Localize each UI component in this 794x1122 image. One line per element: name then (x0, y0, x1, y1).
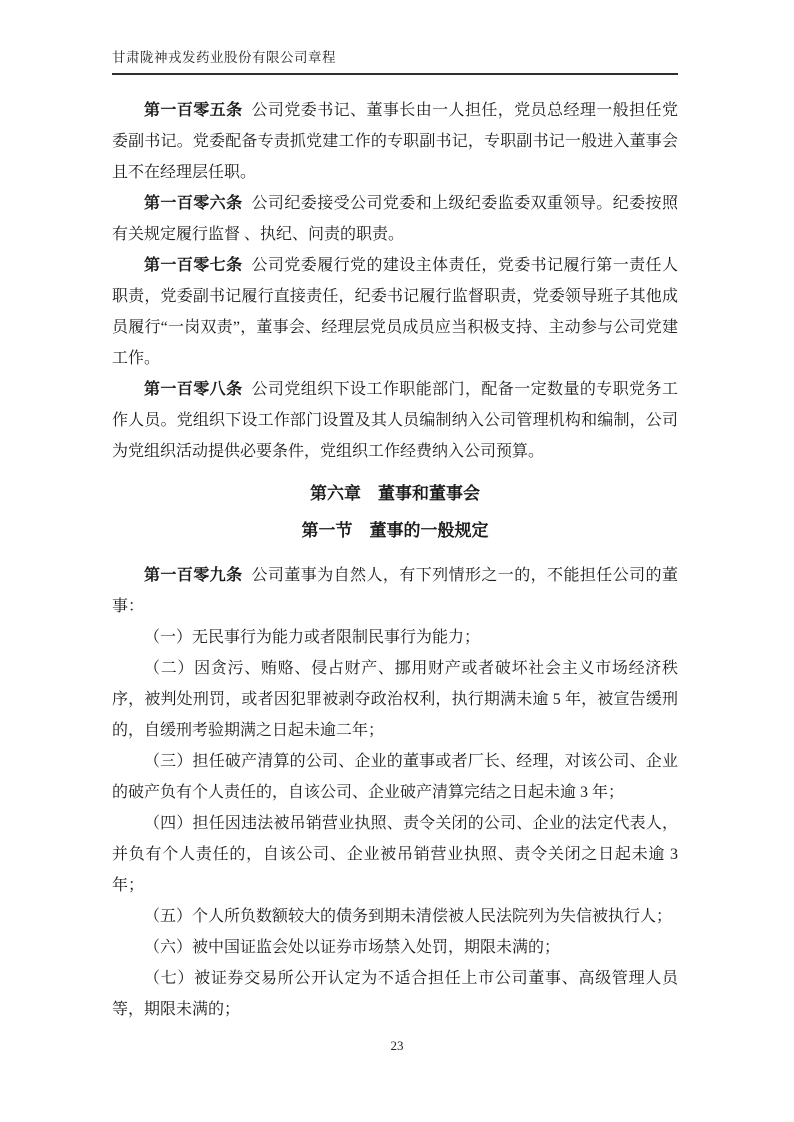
article-paragraph-108 (112, 374, 678, 467)
article-paragraph-107 (112, 250, 678, 374)
list-item-3: （三）担任破产清算的公司、企业的董事或者厂长、经理，对该公司、企业的破产负有个人责任的，自该公司、企业破产清算完结之日起未逾 3 年； (112, 753, 678, 801)
article-number: 第一百零七条 (144, 257, 243, 274)
list-item-7: （七）被证券交易所公开认定为不适合担任上市公司董事、高级管理人员等，期限未满的； (112, 970, 678, 1018)
article-number: 第一百零六条 (144, 195, 243, 212)
page-footer (0, 1038, 794, 1054)
chapter-heading: 第六章 董事和董事会 (310, 484, 480, 503)
page-header (112, 46, 678, 75)
article-number: 第一百零五条 (144, 102, 243, 119)
article-text: 公司党委履行党的建设主体责任，党委书记履行第一责任人职责，党委副书记履行直接责任，纪委书记履行监督职责，党委领导班子其他成员履行“一岗双责”，董事会、经理层党员成员应当积极支持、主动参与公司党建工作。 (112, 257, 678, 367)
article-paragraph-106 (112, 188, 678, 250)
article-number: 第一百零八条 (144, 381, 243, 398)
list-item-4: （四）担任因违法被吊销营业执照、责令关闭的公司、企业的法定代表人，并负有个人责任的，自该公司、企业被吊销营业执照、责令关闭之日起未逾 3 年； (112, 815, 678, 894)
list-item-5: （五）个人所负数额较大的债务到期未清偿被人民法院列为失信被执行人； (144, 908, 673, 925)
document-body (112, 95, 678, 1025)
header-title: 甘肃陇神戎发药业股份有限公司章程 (112, 50, 336, 65)
article-text: 公司党组织下设工作职能部门，配备一定数量的专职党务工作人员。党组织下设工作部门设置及其人员编制纳入公司管理机构和编制，公司为党组织活动提供必要条件，党组织工作经费纳入公司预算。 (112, 381, 678, 460)
article-text: 公司纪委接受公司党委和上级纪委监委双重领导。纪委按照有关规定履行监督 、执纪、问责的职责。 (112, 195, 678, 243)
article-paragraph-109 (112, 560, 678, 622)
list-item-6: （六）被中国证监会处以证券市场禁入处罚，期限未满的； (144, 939, 561, 956)
article-paragraph-105 (112, 95, 678, 188)
list-item-1: （一）无民事行为能力或者限制民事行为能力； (144, 629, 481, 646)
article-text: 公司董事为自然人，有下列情形之一的，不能担任公司的董事： (112, 567, 678, 615)
page-number: 23 (390, 1038, 404, 1053)
article-number: 第一百零九条 (144, 567, 243, 584)
section-heading: 第一节 董事的一般规定 (301, 521, 489, 540)
list-item-2: （二）因贪污、贿赂、侵占财产、挪用财产或者破坏社会主义市场经济秩序，被判处刑罚，或者因犯罪被剥夺政治权利，执行期满未逾 5 年，被宣告缓刑的，自缓刑考验期满之日起未逾二年； (112, 660, 678, 739)
article-text: 公司党委书记、董事长由一人担任，党员总经理一般担任党委副书记。党委配备专责抓党建工作的专职副书记，专职副书记一般进入董事会且不在经理层任职。 (112, 102, 678, 181)
